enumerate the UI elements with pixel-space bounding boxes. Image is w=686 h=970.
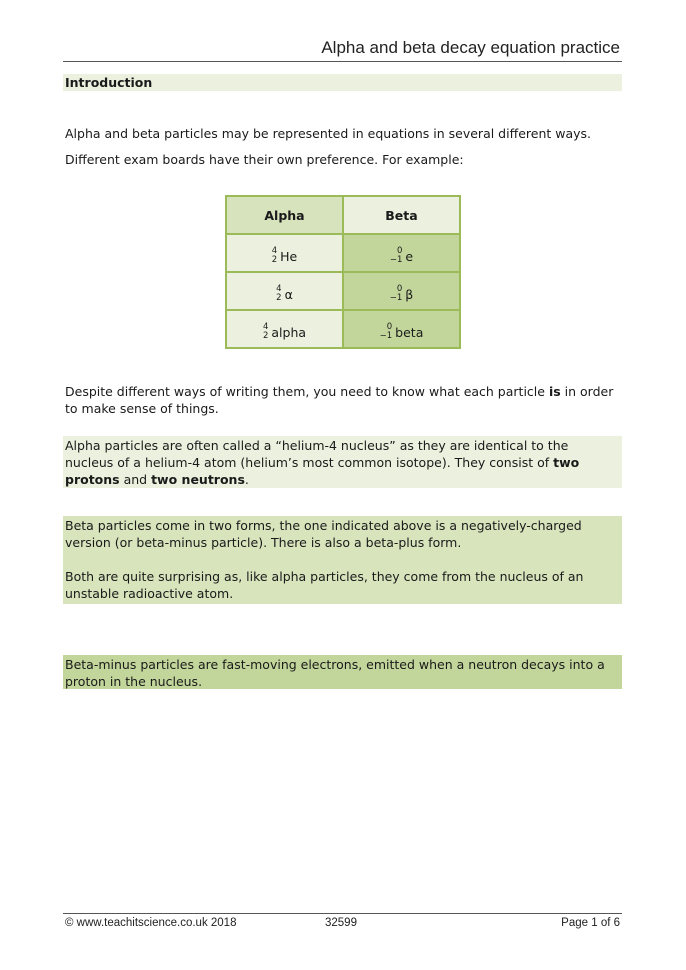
mass-number: 0 — [396, 246, 403, 256]
atomic-number: −1 — [379, 331, 393, 341]
footer-divider — [63, 913, 622, 914]
section-heading: Introduction — [63, 74, 622, 91]
particle-symbol: β — [405, 286, 414, 302]
table-row — [226, 272, 460, 310]
footer-copyright: © www.teachitscience.co.uk 2018 — [65, 917, 237, 929]
emphasis: is — [548, 384, 561, 399]
beta-notation-cell — [343, 272, 460, 310]
particle-notation-table — [225, 195, 461, 349]
alpha-notation-cell — [226, 272, 343, 310]
beta-notation-cell — [343, 310, 460, 348]
intro-paragraph-1: Alpha and beta particles may be represented in equations in several different ways. — [65, 126, 592, 141]
particle-symbol: He — [280, 248, 298, 264]
beta-notation-cell — [343, 234, 460, 272]
table-header-row — [226, 196, 460, 234]
table-row — [226, 310, 460, 348]
atomic-number: 2 — [262, 331, 269, 341]
table-row — [226, 234, 460, 272]
beta-info-box — [63, 516, 622, 604]
intro-paragraph-2: Different exam boards have their own preference. For example: — [65, 152, 464, 167]
beta-minus-info-box: Beta-minus particles are fast-moving electrons, emitted when a neutron decays into a proton in the nucleus. — [63, 655, 622, 689]
mass-number: 0 — [386, 322, 393, 332]
alpha-info-box — [63, 436, 622, 488]
column-header-alpha: Alpha — [226, 196, 343, 234]
page-title: Alpha and beta decay equation practice — [321, 38, 620, 57]
mass-number: 4 — [271, 246, 278, 256]
footer-resource-code: 32599 — [325, 917, 357, 929]
beta-paragraph-1: Beta particles come in two forms, the one indicated above is a negatively-charged version (or beta-minus particle). There is also a beta-plus form. — [65, 518, 582, 550]
mass-number: 4 — [276, 284, 282, 294]
mass-number: 4 — [262, 322, 269, 332]
atomic-number: 2 — [276, 293, 282, 303]
text: and — [119, 472, 152, 487]
atomic-number: −1 — [389, 293, 403, 303]
mass-number: 0 — [396, 284, 403, 294]
emphasis: two neutrons — [151, 472, 245, 487]
column-header-beta: Beta — [343, 196, 460, 234]
atomic-number: 2 — [271, 255, 278, 265]
title-divider — [63, 61, 622, 62]
footer-page-number: Page 1 of 6 — [561, 917, 620, 929]
text: in order to make sense of things. — [65, 384, 614, 416]
text: Alpha particles are often called a “helium-4 nucleus” as they are identical to the nucleus of a helium-4 atom (helium’s most common isotope). They consist of — [65, 438, 569, 470]
text: Despite different ways of writing them, you need to know what each particle — [65, 384, 549, 399]
particle-symbol: e — [405, 248, 414, 264]
particle-symbol: α — [284, 286, 293, 302]
explanation-paragraph — [65, 383, 622, 417]
beta-paragraph-2: Both are quite surprising as, like alpha particles, they come from the nucleus of an unstable radioactive atom. — [65, 569, 584, 601]
text: . — [244, 472, 249, 487]
particle-symbol: beta — [395, 324, 424, 340]
alpha-notation-cell — [226, 310, 343, 348]
particle-symbol: alpha — [271, 324, 307, 340]
alpha-notation-cell — [226, 234, 343, 272]
emphasis: two protons — [65, 455, 580, 487]
atomic-number: −1 — [389, 255, 403, 265]
